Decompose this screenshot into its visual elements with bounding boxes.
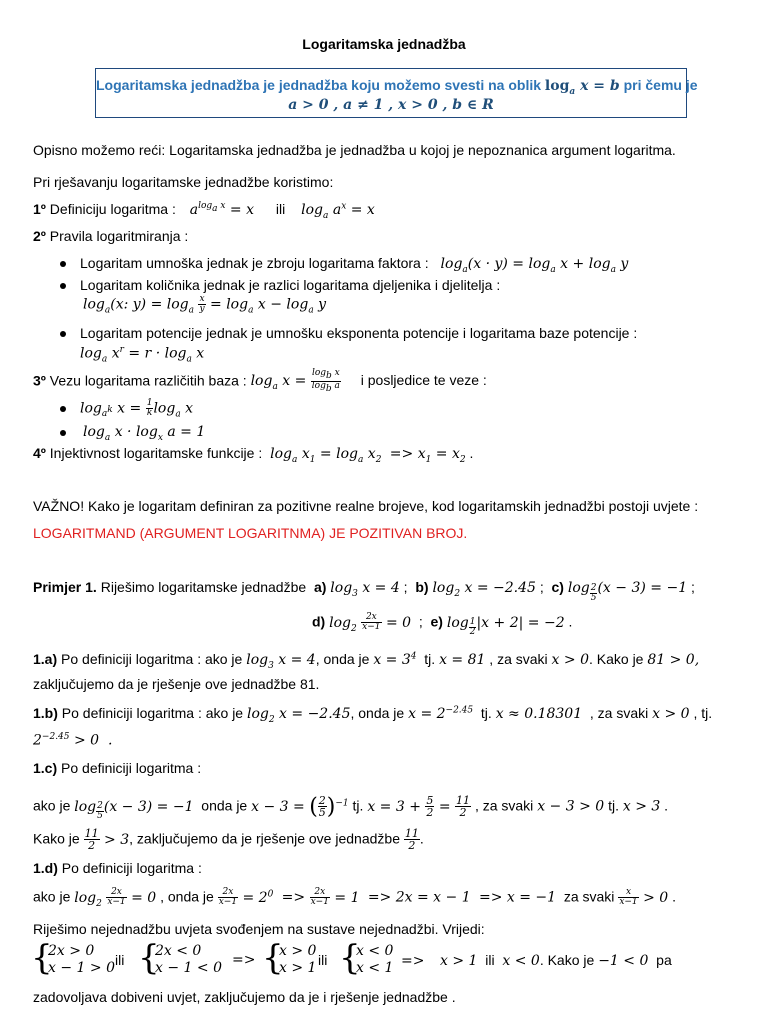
- item-4: 4º Injektivnost logaritamske funkcije : $\log_a x_1 = \log_a x_2 => x_1 = x_2$ .: [33, 445, 474, 465]
- solution-c-line-3: Kako je $\frac{11}{2}$ > 3, zaključujemo da je rješenje ove jednadžbe $\frac{11}{2}$ .: [33, 827, 424, 852]
- bullet-dot: [60, 331, 66, 337]
- bullet-dot: [60, 430, 66, 436]
- brace: {: [138, 938, 160, 978]
- solution-c-line-1: 1.c) Po definiciji logaritma :: [33, 760, 202, 776]
- bullet-dot: [60, 406, 66, 412]
- item-2: 2º Pravila logaritmiranja :: [33, 228, 189, 244]
- descriptive-text: Opisno možemo reći: Logaritamska jednadžba je jednadžba u kojoj je nepoznanica argument logaritma.: [33, 142, 676, 158]
- or-2: ili: [318, 952, 328, 968]
- system-1: 2x > 0 x − 1 > 0: [48, 943, 115, 976]
- solution-c-line-2: ako je log $_{\frac{2}{5}}$ (x − 3) = −1 onda je x − 3 = ( $\frac{2}{5}$ )$^{-1}$ tj. x = 3 + $\frac{5}{2}$ = $\frac{11}{2}$ , za svaki x − 3 > 0 tj. x > 3 .: [33, 794, 669, 822]
- definition-box: [95, 68, 698, 118]
- important-red: LOGARITMAND (ARGUMENT LOGARITNMA) JE POZITIVAN BROJ.: [33, 525, 468, 541]
- consequence-1: $\log_{a^k} x$ = $\frac{1}{k}$ $\log_a x$: [80, 398, 194, 420]
- definition-line-2: a > 0 , a ≠ 1 , x > 0 , b ∈ R: [288, 97, 494, 113]
- brace: {: [262, 938, 284, 978]
- solution-a-line-2: zaključujemo da je rješenje ove jednadžbe 81.: [33, 676, 320, 692]
- solution-d-last: zadovoljava dobiveni uvjet, zaključujemo da je i rješenje jednadžbe .: [33, 989, 456, 1005]
- solution-d-line-1: 1.d) Po definiciji logaritma :: [33, 860, 202, 876]
- bullet-dot: [60, 261, 66, 267]
- bullet-dot: [60, 283, 66, 289]
- item-1: 1º Definiciju logaritma : $a^{log_a x} = x$ ili $\log_a a^x = x$: [33, 201, 375, 221]
- page-title: Logaritamska jednadžba: [302, 36, 466, 52]
- conclusion-line: => x > 1 ili x < 0. Kako je −1 < 0 pa: [401, 952, 672, 969]
- system-3: x > 0 x > 1: [279, 943, 317, 976]
- system-4: x < 0 x < 1: [356, 943, 394, 976]
- brace: {: [31, 938, 53, 978]
- solution-a-line-1: 1.a) Po definiciji logaritma : ako je $\log_3 x = 4$, onda je $x = 3^4$ tj. x = 81 , za svaki x > 0. Kako je 81 > 0,: [33, 651, 700, 671]
- solution-d-line-3: Riješimo nejednadžbu uvjeta svođenjem na sustave nejednadžbi. Vrijedi:: [33, 921, 485, 937]
- solution-b-line-1: 1.b) Po definiciji logaritma : ako je $\log_2 x = -2.45$, onda je $x = 2^{-2.45}$ tj. x ≈ 0.18301 , za svaki x > 0 , tj.: [33, 705, 713, 725]
- item-3: 3º Vezu logaritama različitih baza : $\log_a x$ = $\frac{\log_b x}{\log_b a}$ i posljedice te veze :: [33, 368, 487, 394]
- example-line-1: Primjer 1. Riješimo logaritamske jednadžbe a) $\log_3 x = 4$ ; b) $\log_2 x = -2.45$ ; c) log $_{\frac{2}{5}}$ (x − 3) = −1 ;: [33, 579, 695, 603]
- brace: {: [339, 938, 361, 978]
- definition-line-1: Logaritamska jednadžba je jednadžba koju možemo svesti na oblik $\log_a x = b$ pri čemu je: [96, 77, 698, 97]
- rule-power: Logaritam potencije jednak je umnošku eksponenta potencije i logaritama baze potencije :: [80, 325, 638, 341]
- rule-product: Logaritam umnoška jednak je zbroju logaritama faktora : $\log_a(x \cdot y) = \log_a x + \log_a y$: [80, 255, 629, 275]
- rule-power-formula: $\log_a x^r = r \cdot \log_a x$: [80, 345, 205, 365]
- rule-quotient-formula: $\log_a(x$: $y) = \log_a$ $\frac{x}{y}$ = $\log_a x - \log_a y$: [83, 294, 327, 316]
- solution-b-line-2: $2^{-2.45} > 0$ .: [33, 732, 113, 749]
- rule-quotient: Logaritam količnika jednak je razlici logaritama djeljenika i djelitelja :: [80, 277, 501, 293]
- system-2: 2x < 0 x − 1 < 0: [155, 943, 222, 976]
- consequence-2: $\log_a x \cdot \log_x a = 1$: [83, 424, 206, 443]
- solution-d-line-2: ako je $\log_2$ $\frac{2x}{x-1}$ = 0 , onda je $\frac{2x}{x-1}$ = $2^0$ => $\frac{2x}{x-1}$ = 1 => 2x = x − 1 => x = −1 za svaki $\frac{x}{x-1}$ > 0 .: [33, 887, 676, 909]
- example-line-2: d) $\log_2$ $\frac{2x}{x-1}$ = 0 ; e) log $_{\frac{1}{2}}$ |x + 2| = −2 .: [312, 612, 573, 638]
- intro-text: Pri rješavanju logaritamske jednadžbe koristimo:: [33, 174, 334, 190]
- or-1: ili: [115, 952, 125, 968]
- implies: =>: [232, 952, 256, 968]
- important-note: VAŽNO! Kako je logaritam definiran za pozitivne realne brojeve, kod logaritamskih jednadžbi postoji uvjete :: [33, 498, 699, 514]
